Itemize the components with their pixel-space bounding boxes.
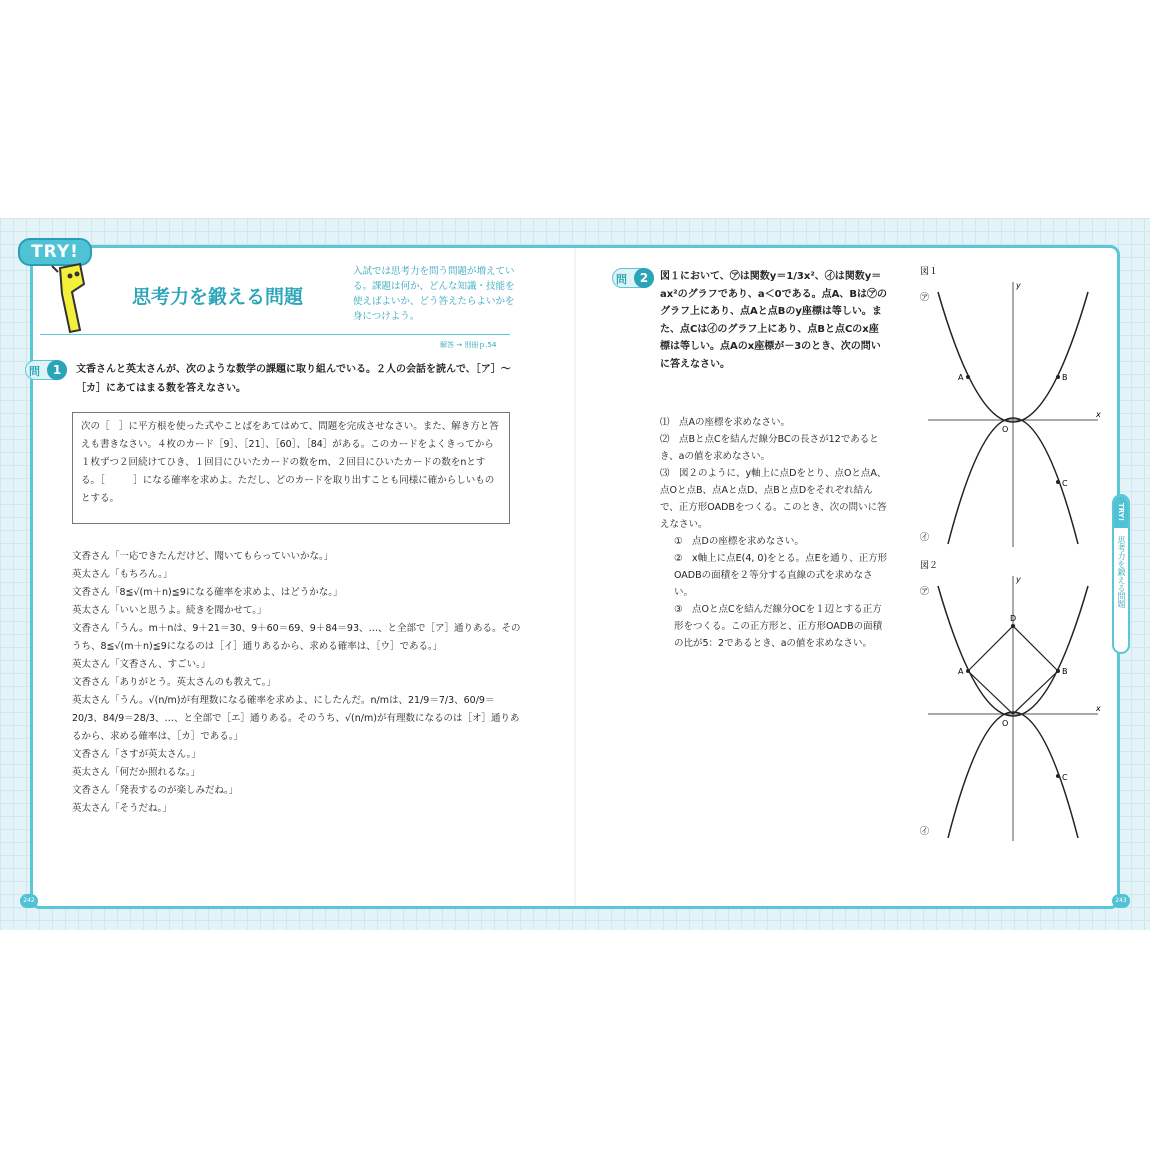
question-label: 問 [29, 365, 40, 378]
point-b-label: B [1062, 373, 1068, 382]
side-index-tab [1112, 494, 1130, 654]
dialog-line: 英太さん「もちろん。」 [72, 569, 173, 580]
dialog-line: 英太さん「いいと思うよ。続きを聞かせて。」 [72, 605, 267, 616]
origin-label: O [1002, 719, 1009, 728]
question-2-badge [612, 268, 654, 288]
page-number-right: 243 [1112, 894, 1130, 908]
figure-2-graph [918, 556, 1108, 846]
question-2-items [660, 414, 888, 652]
sub-question: ② x軸上に点E(4, 0)をとる。点Eを通り、正方形OADBの面積を２等分する直線の式を求めなさい。 [674, 553, 888, 598]
x-axis-label: x [1096, 704, 1101, 713]
dialog-line: 文香さん「一応できたんだけど、聞いてもらっていいかな。」 [72, 551, 334, 562]
point-c [1056, 480, 1060, 484]
point-a [966, 669, 970, 673]
side-tab-badge: TRY! [1114, 496, 1128, 528]
parabola-label: ㋐ [920, 587, 930, 597]
dialog-line: 英太さん「何だか照れるな。」 [72, 767, 201, 778]
dialog-line: 文香さん「さすが英太さん。」 [72, 749, 201, 760]
question-label: 問 [616, 273, 627, 286]
question-number: 1 [47, 360, 67, 380]
parabola-label: ㋑ [920, 533, 930, 543]
dialog-line: 英太さん「文香さん、すごい。」 [72, 659, 211, 670]
figure-1-graph [918, 262, 1108, 552]
point-a [966, 375, 970, 379]
point-d [1011, 624, 1015, 628]
point-b [1056, 669, 1060, 673]
figure-title: 図１ [920, 267, 939, 277]
mascot-illustration [50, 262, 100, 337]
question-1-text: 文香さんと英太さんが、次のような数学の課題に取り組んでいる。２人の会話を読んで、［ア］～［カ］にあてはまる数を答えなさい。 [76, 364, 511, 394]
sub-question: ⑵ 点Bと点Cを結んだ線分BCの長さが12であるとき、aの値を求めなさい。 [660, 434, 879, 462]
question-2-text: 図１において、㋐は関数y＝1/3x²、㋑は関数y＝ax²のグラフであり、a＜0である。点A、Bは㋐のグラフ上にあり、点Aと点Bのy座標は等しい。また、点Cは㋑のグラフ上にあり、点Bと点Cのx座標は等しい。点Aのx座標が－3のとき、次の問いに答えなさい。 [660, 271, 887, 370]
point-c-label: C [1062, 479, 1068, 488]
dialog-line: 英太さん「そうだね。」 [72, 803, 172, 814]
answer-reference: 解答 → 別冊ｐ.54 [440, 341, 497, 349]
intro-text: 入試では思考力を問う問題が増えている。課題は何か、どんな知識・技能を使えばよいか、どう答えたらよいかを身につけよう。 [353, 266, 515, 322]
sub-question: ① 点Dの座標を求めなさい。 [674, 536, 804, 547]
task-box: 次の［ ］に平方根を使った式やことばをあてはめて、問題を完成させなさい。また、解き方と答えも書きなさい。４枚のカード［9］、［21］、［60］、［84］がある。このカードをよくきってから１枚ずつ２回続けてひき、１回目にひいたカードの数をm、２回目にひいたカードの数をnとする。［ ］になる確率を求めよ。ただし、どのカードを取り出すことも同様に確からしいものとする。 [72, 412, 510, 524]
page-number-left: 242 [20, 894, 38, 908]
book-gutter [574, 248, 576, 906]
dialog [72, 548, 522, 818]
dialog-line: 英太さん「うん。√(n/m)が有理数になる確率を求めよ、にしたんだ。n/mは、21/9＝7/3、60/9＝20/3、84/9＝28/3、…、と全部で［エ］通りある。そのうち、√(n/m)が有理数になるのは［オ］通りあるから、求める確率は、［カ］である。」 [72, 695, 520, 742]
question-1-badge [25, 360, 67, 380]
y-axis-label: y [1016, 575, 1021, 584]
page-heading: 思考力を鍛える問題 [132, 286, 304, 308]
dialog-line: 文香さん「ありがとう。英太さんのも教えて。」 [72, 677, 277, 688]
sub-question: ⑴ 点Aの座標を求めなさい。 [660, 417, 790, 428]
point-b-label: B [1062, 667, 1068, 676]
point-c [1056, 774, 1060, 778]
point-d-label: D [1010, 614, 1017, 623]
y-axis-label: y [1016, 281, 1021, 290]
parabola-label: ㋐ [920, 293, 930, 303]
figure-title: 図２ [920, 561, 939, 571]
try-badge: TRY! [18, 238, 92, 266]
sub-question: ③ 点Oと点Cを結んだ線分OCを１辺とする正方形をつくる。この正方形と、正方形OADBの面積の比が5：2であるとき、aの値を求めなさい。 [674, 604, 883, 649]
heading-divider [40, 334, 510, 335]
point-b [1056, 375, 1060, 379]
x-axis-label: x [1096, 410, 1101, 419]
question-number: 2 [634, 268, 654, 288]
dialog-line: 文香さん「うん。m＋nは、9＋21＝30、9＋60＝69、9＋84＝93、…、と全部で［ア］通りある。そのうち、8≦√(m＋n)≦9になるのは［イ］通りあるから、求める確率は、［ウ］である。」 [72, 623, 521, 652]
dialog-line: 文香さん「8≦√(m＋n)≦9になる確率を求めよ、はどうかな。」 [72, 587, 343, 598]
point-a-label: A [958, 667, 964, 676]
parabola-label: ㋑ [920, 827, 930, 837]
origin-label: O [1002, 425, 1009, 434]
point-a-label: A [958, 373, 964, 382]
dialog-line: 文香さん「発表するのが楽しみだね。」 [72, 785, 239, 796]
side-tab-text: 思考力を鍛える問題 [1117, 536, 1126, 608]
point-c-label: C [1062, 773, 1068, 782]
sub-question: ⑶ 図２のように、y軸上に点Dをとり、点Oと点A、点Oと点B、点Aと点D、点Bと点Dをそれぞれ結んで、正方形OADBをつくる。このとき、次の問いに答えなさい。 [660, 468, 887, 530]
